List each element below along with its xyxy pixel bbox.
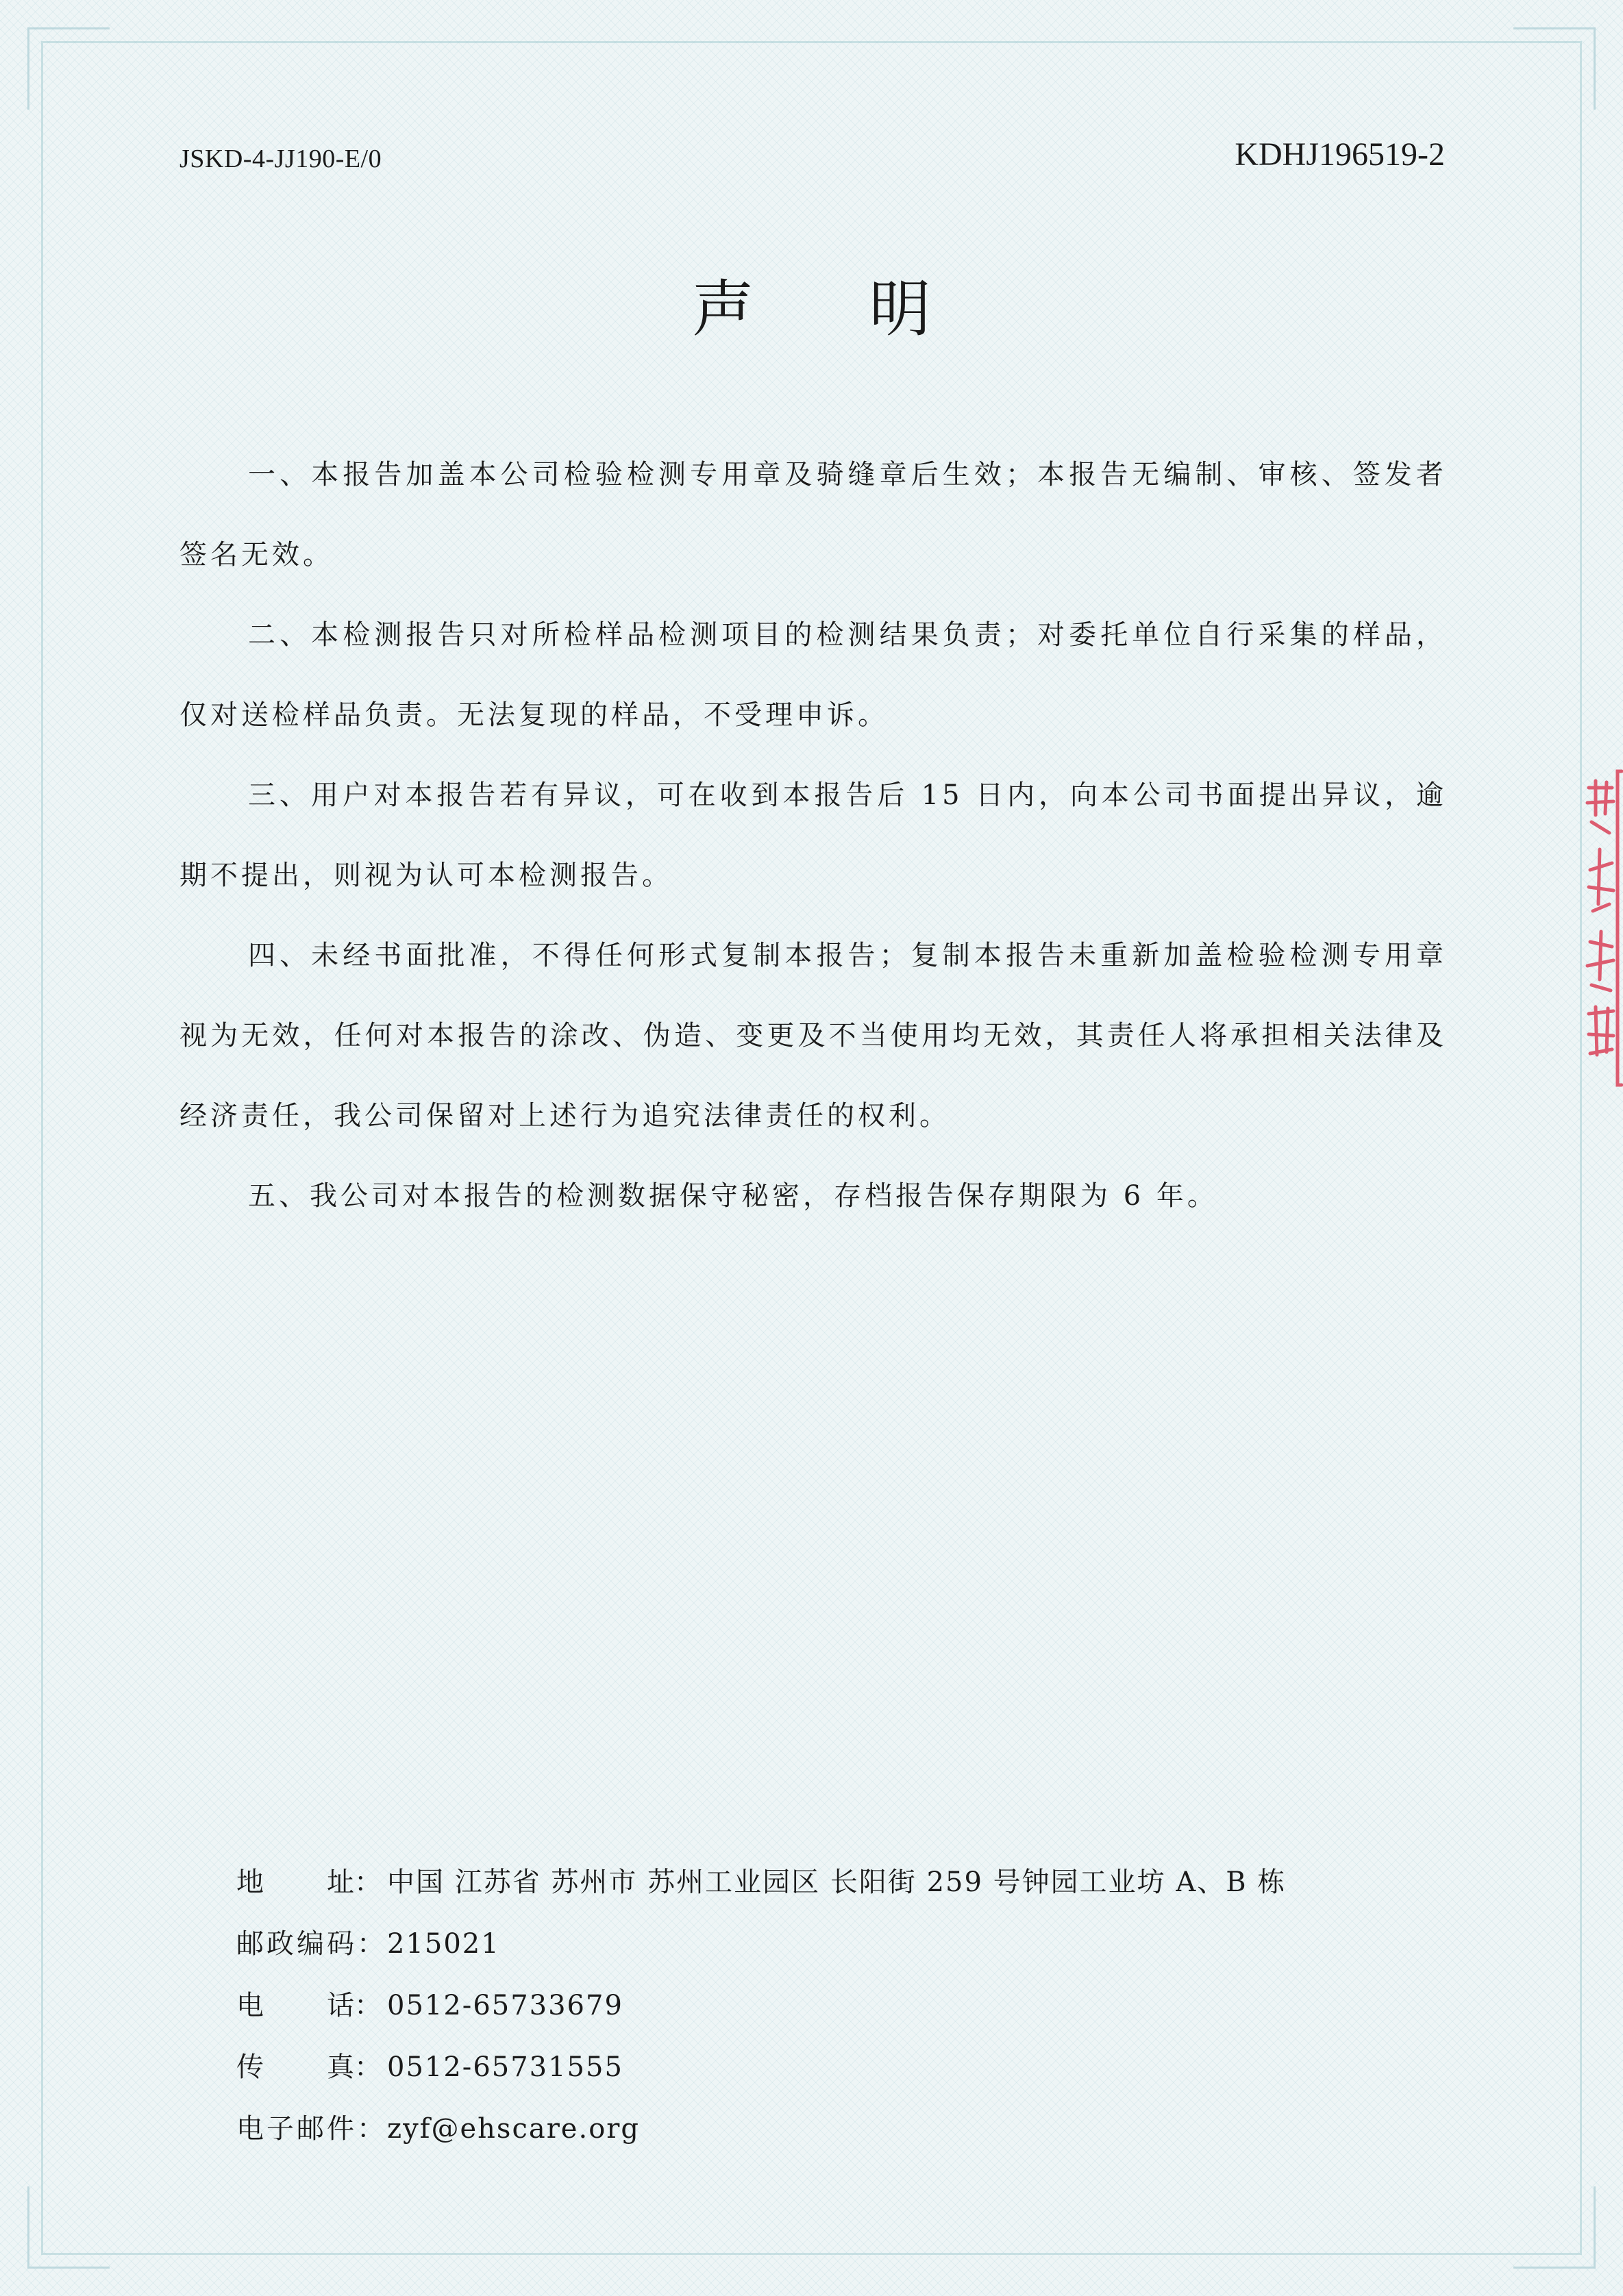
- phone-value: 0512-65733679: [387, 1990, 623, 2021]
- clause-1: 一、本报告加盖本公司检验检测专用章及骑缝章后生效；本报告无编制、审核、签发者签名无效。: [179, 459, 1447, 571]
- page-title: 声 明: [692, 273, 931, 345]
- document-form-code: JSKD-4-JJ190-E/0: [179, 145, 382, 173]
- fax-value: 0512-65731555: [387, 2051, 623, 2083]
- report-number: KDHJ196519-2: [1235, 136, 1445, 173]
- seal-stamp-fragment: [1582, 767, 1623, 1089]
- fax-row: [236, 2036, 1286, 2098]
- phone-label: 电 话：: [236, 1990, 382, 2021]
- address-value: 中国 江苏省 苏州市 苏州工业园区 长阳街 259 号钟园工业坊 A、B 栋: [387, 1867, 1287, 1898]
- clause-4: 四、未经书面批准，不得任何形式复制本报告；复制本报告未重新加盖检验检测专用章视为无效，任何对本报告的涂改、伪造、变更及不当使用均无效，其责任人将承担相关法律及经济责任，我公司保留对上述行为追究法律责任的权利。: [179, 940, 1447, 1132]
- email-row: [236, 2098, 1286, 2160]
- border-corner-ornament: [27, 2186, 110, 2269]
- border-corner-ornament: [1513, 2186, 1596, 2269]
- border-corner-ornament: [27, 27, 110, 110]
- border-corner-ornament: [1513, 27, 1596, 110]
- clause-2: 二、本检测报告只对所检样品检测项目的检测结果负责；对委托单位自行采集的样品，仅对送检样品负责。无法复现的样品，不受理申诉。: [179, 619, 1447, 731]
- address-row: [236, 1851, 1286, 1913]
- statement-clauses: [179, 435, 1447, 1236]
- email-value: zyf@ehscare.org: [387, 2113, 641, 2145]
- clause-3: 三、用户对本报告若有异议，可在收到本报告后 15 日内，向本公司书面提出异议，逾期不提出，则视为认可本检测报告。: [179, 779, 1447, 891]
- postcode-value: 215021: [387, 1928, 500, 1960]
- email-label: 电子邮件：: [236, 2113, 387, 2145]
- phone-row: [236, 1975, 1286, 2036]
- fax-label: 传 真：: [236, 2051, 382, 2083]
- seal-stamp-icon: [1582, 767, 1623, 1089]
- postcode-row: [236, 1913, 1286, 1975]
- contact-info: [236, 1851, 1286, 2160]
- clause-5: 五、我公司对本报告的检测数据保守秘密，存档报告保存期限为 6 年。: [248, 1180, 1218, 1212]
- postcode-label: 邮政编码：: [236, 1928, 387, 1960]
- address-label: 地 址：: [236, 1867, 382, 1898]
